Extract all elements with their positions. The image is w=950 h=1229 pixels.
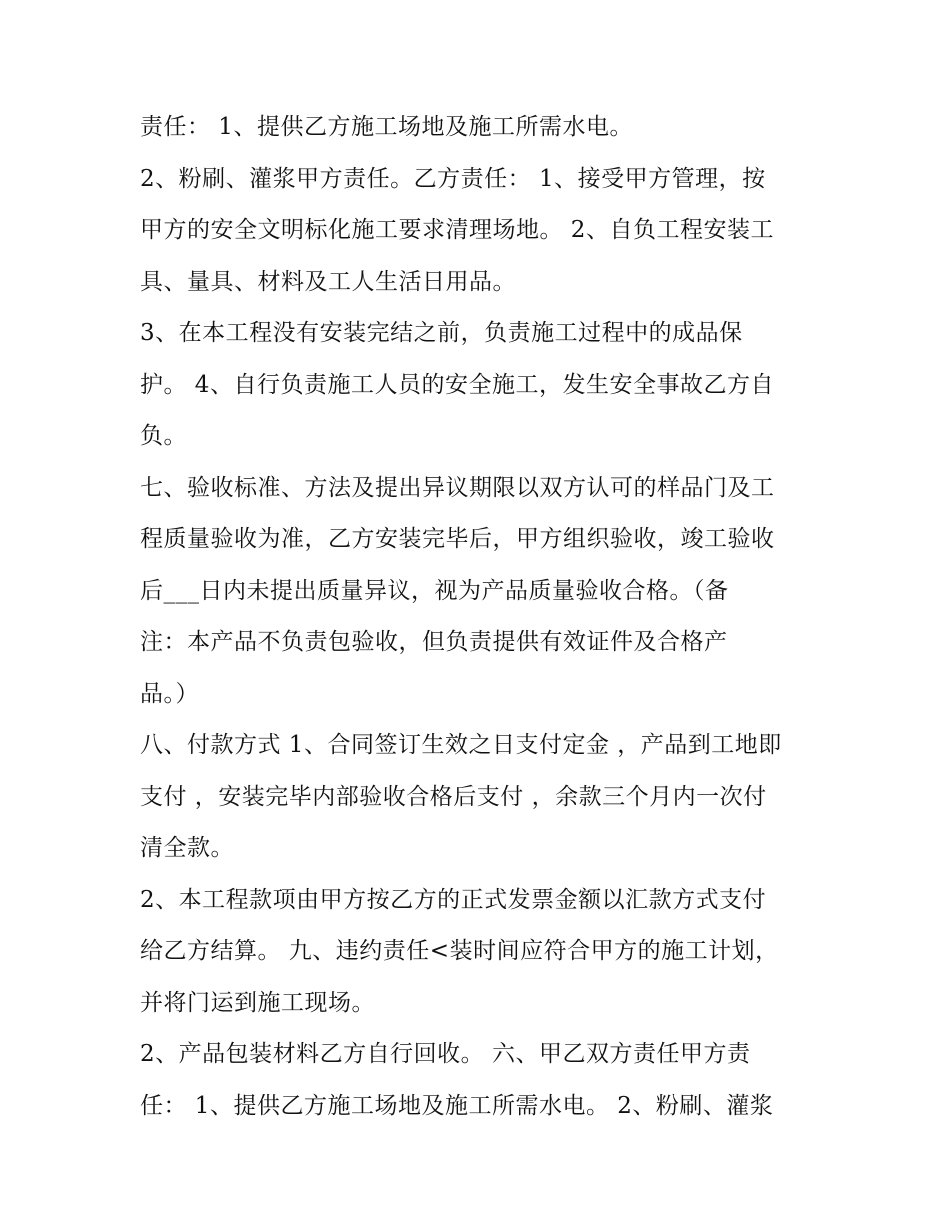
text-line: 程质量验收为准，乙方安装完毕后，甲方组织验收，竣工验收	[140, 526, 775, 552]
text-line: 甲方的安全文明标化施工要求清理场地。 2、自负工程安装工	[140, 217, 774, 243]
text-line: 七、验收标准、方法及提出异议期限以双方认可的样品门及工	[140, 474, 775, 501]
document-body	[140, 102, 830, 1132]
text-line: 护。 4、自行负责施工人员的安全施工，发生安全事故乙方自	[140, 371, 774, 398]
text-line: 具、量具、材料及工人生活日用品。	[140, 268, 516, 295]
text-line: 给乙方结算。 九、违约责任<装时间应符合甲方的施工计划，	[140, 938, 779, 964]
text-line: 负。	[140, 423, 187, 449]
text-line: 后___日内未提出质量异议，视为产品质量验收合格。（备	[140, 577, 729, 604]
text-line: 品。）	[140, 680, 199, 707]
text-line: 并将门运到施工现场。	[140, 989, 375, 1016]
text-line: 支付 ，安装完毕内部验收合格后支付 ，余款三个月内一次付	[140, 783, 767, 810]
text-line: 3、在本工程没有安装完结之前，负责施工过程中的成品保	[140, 320, 743, 346]
text-line: 2、本工程款项由甲方按乙方的正式发票金额以汇款方式支付	[140, 886, 767, 913]
text-line: 注：本产品不负责包验收，但负责提供有效证件及合格产	[140, 629, 728, 655]
text-line: 责任： 1、提供乙方施工场地及施工所需水电。	[140, 114, 633, 140]
text-line: 2、产品包装材料乙方自行回收。 六、甲乙双方责任甲方责	[140, 1041, 751, 1067]
text-line: 八、付款方式 1、合同签订生效之日支付定金 ，产品到工地即	[140, 732, 782, 758]
text-line: 任： 1、提供乙方施工场地及施工所需水电。 2、粉刷、灌浆	[140, 1092, 774, 1119]
text-line: 2、粉刷、灌浆甲方责任。乙方责任： 1、接受甲方管理，按	[140, 165, 766, 192]
text-line: 清全款。	[140, 835, 234, 861]
